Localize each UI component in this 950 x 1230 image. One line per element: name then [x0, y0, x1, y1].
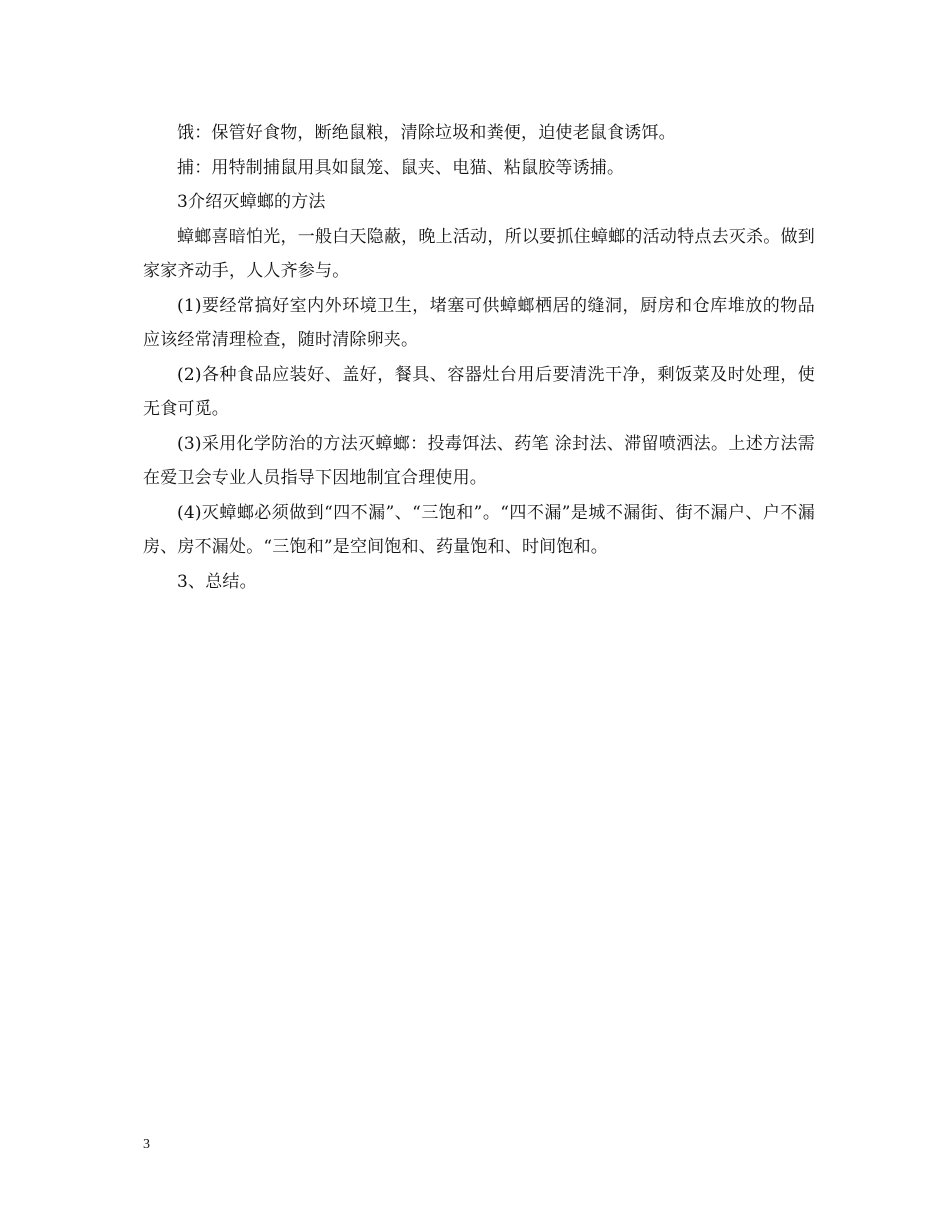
- document-body: [143, 116, 815, 599]
- list-item-food-storage: (2)各种食品应装好、盖好，餐具、容器灶台用后要清洗干净，剩饭菜及时处理，使无食可觅。: [143, 364, 815, 419]
- list-item-sanitation: (1)要经常搞好室内外环境卫生，堵塞可供蟑螂栖居的缝洞，厨房和仓库堆放的物品应该经常清理检查，随时清除卵夹。: [143, 295, 815, 350]
- list-item-four-no-leaks: (4)灭蟑螂必须做到“四不漏”、“三饱和”。“四不漏”是城不漏街、街不漏户、户不漏房、房不漏处。“三饱和”是空间饱和、药量饱和、时间饱和。: [143, 502, 815, 557]
- paragraph-starve-rats: 饿：保管好食物，断绝鼠粮，清除垃圾和粪便，迫使老鼠食诱饵。: [177, 123, 676, 143]
- paragraph-trap-rats: 捕：用特制捕鼠用具如鼠笼、鼠夹、电猫、粘鼠胶等诱捕。: [177, 157, 625, 178]
- section-heading-summary: 3、总结。: [177, 571, 257, 592]
- paragraph-cockroach-habits: 蟑螂喜暗怕光，一般白天隐蔽，晚上活动，所以要抓住蟑螂的活动特点去灭杀。做到家家齐动手，人人齐参与。: [143, 226, 815, 281]
- page-number: 3: [143, 1137, 150, 1152]
- list-item-chemical-control: (3)采用化学防治的方法灭蟑螂：投毒饵法、药笔 涂封法、滞留喷洒法。上述方法需在爱卫会专业人员指导下因地制宜合理使用。: [143, 433, 815, 488]
- section-heading-cockroach-methods: 3介绍灭蟑螂的方法: [177, 192, 326, 212]
